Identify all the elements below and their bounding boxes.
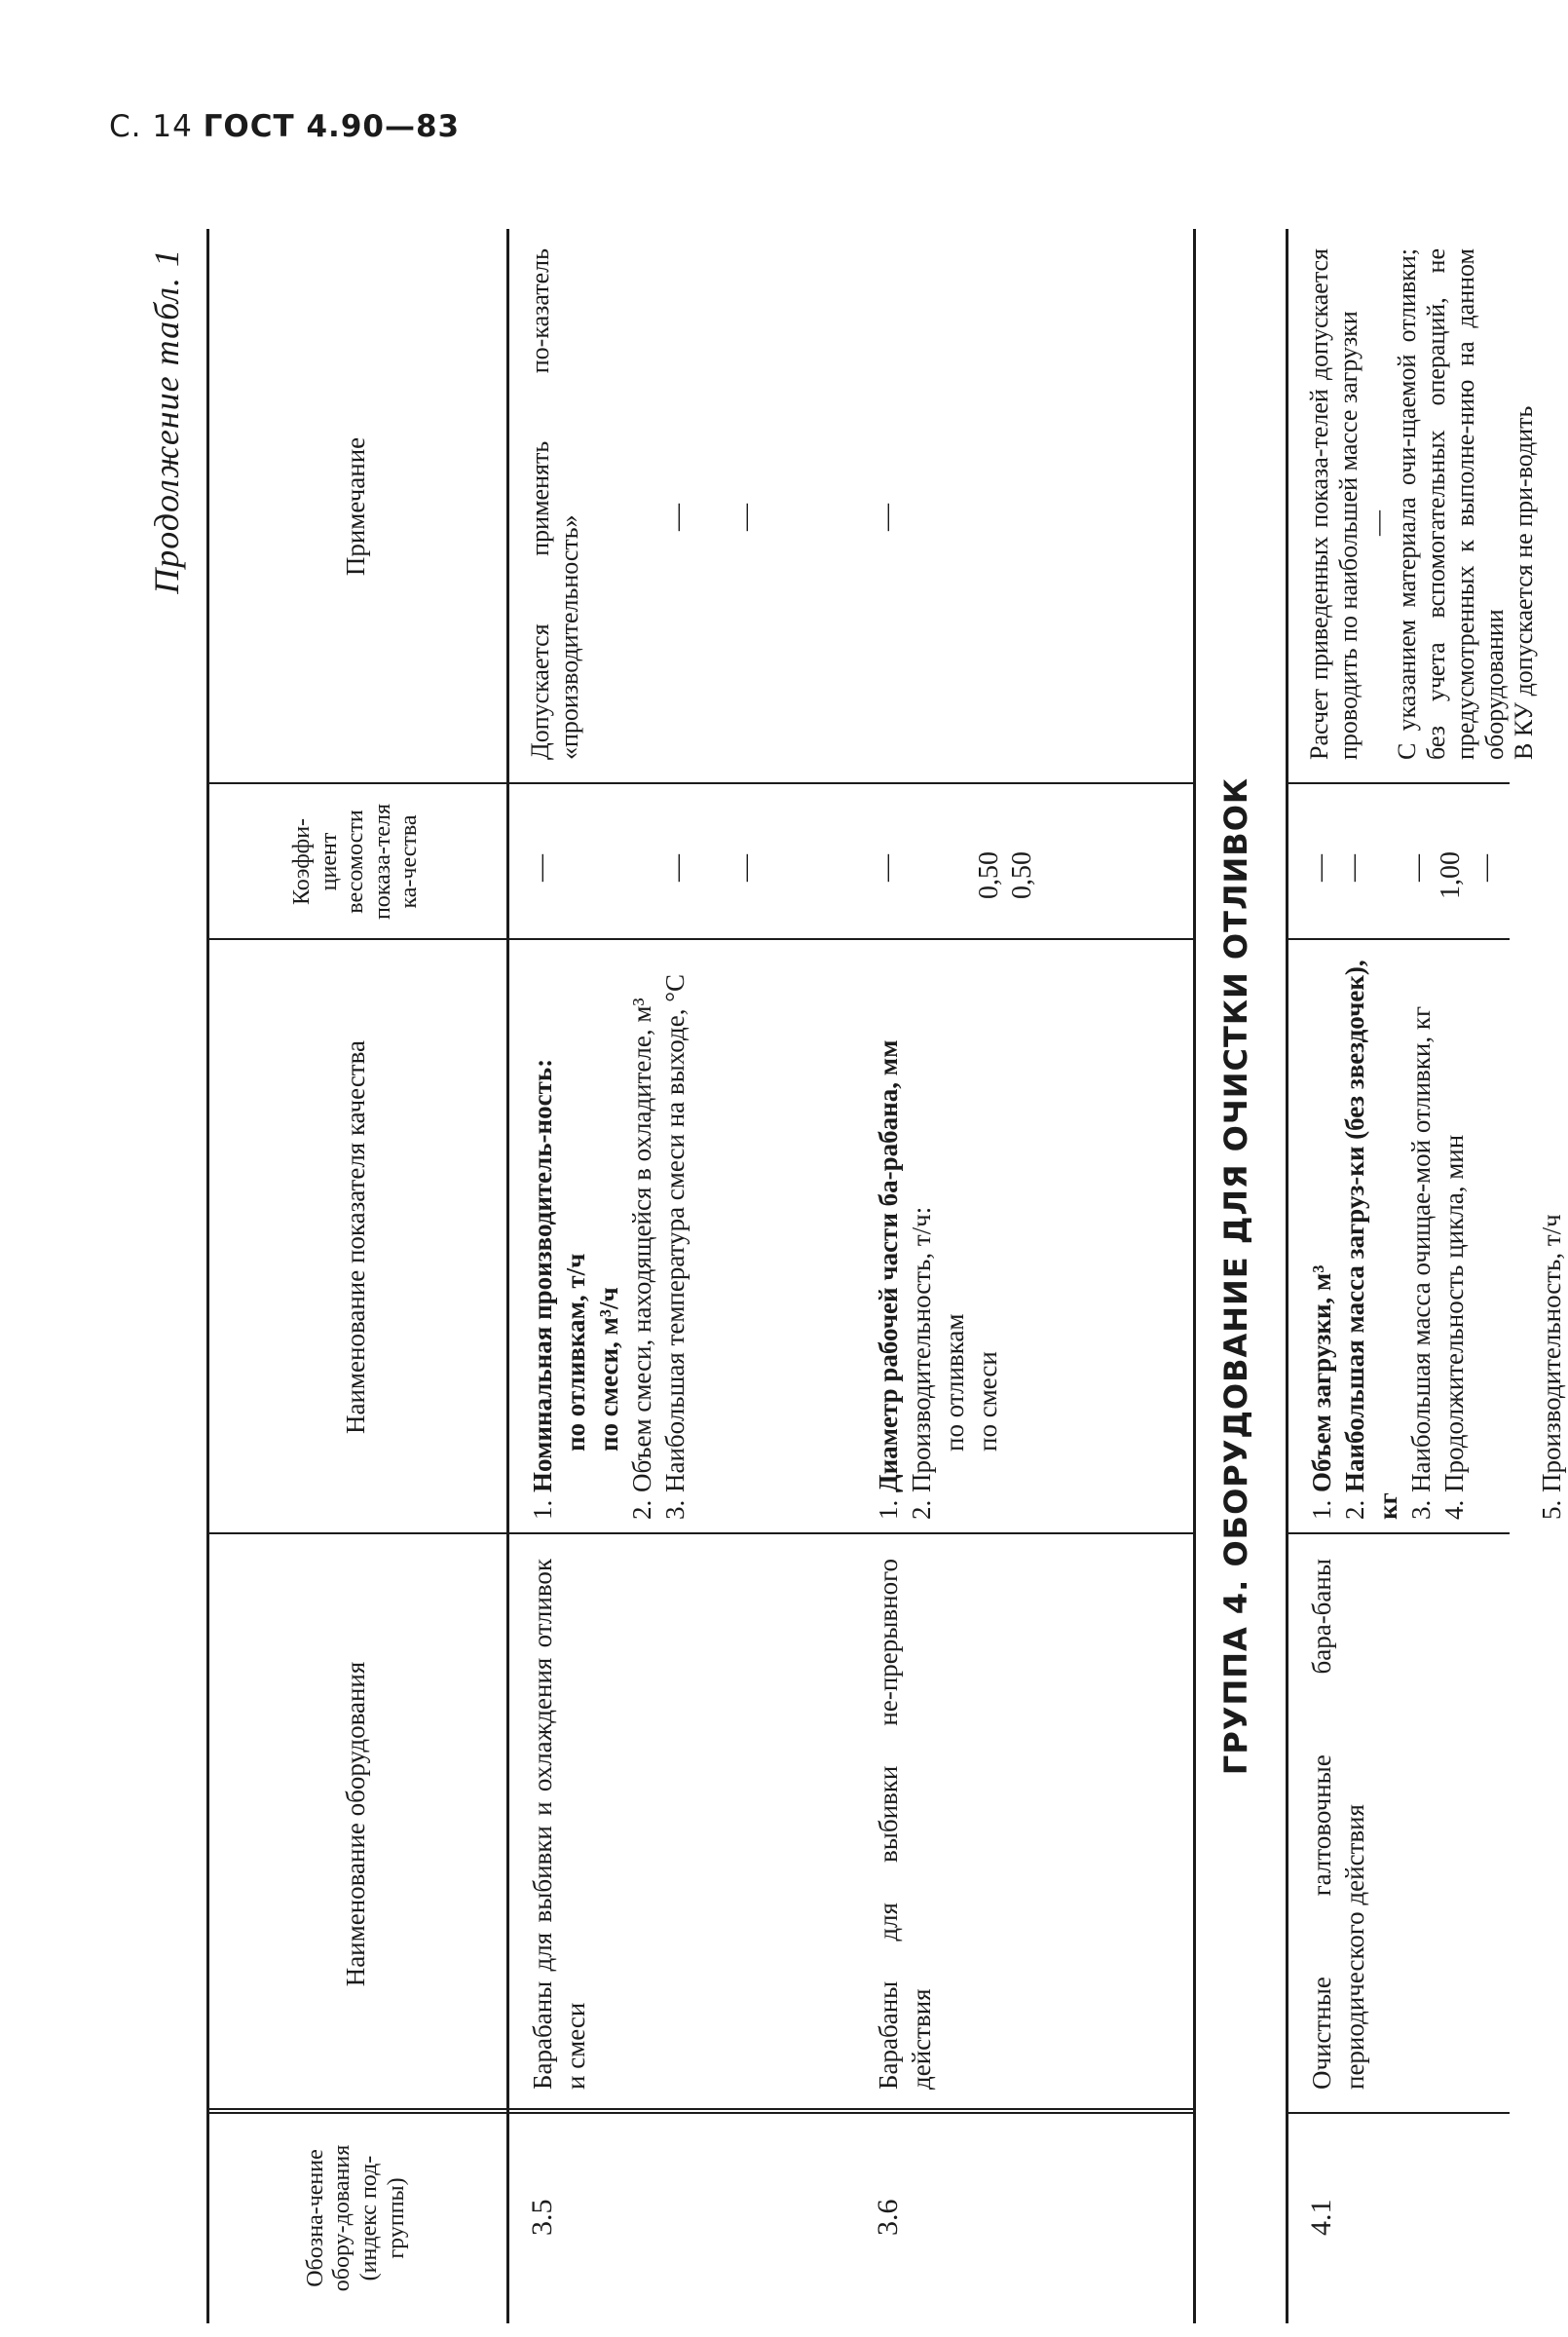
coefficient-value: — [1338,854,1368,882]
coefficient-value: 0,50 [1007,851,1037,899]
page-header [109,109,460,144]
indicator-item: 1.Диаметр рабочей части ба-рабана, мм [874,1039,903,1520]
coefficient-value: — [872,854,902,882]
indicator-item: 3.Наибольшая масса очищае-мой отливки, кг [1406,1005,1436,1520]
coefficient-value: 0,50 [974,851,1004,899]
indicator-item: 5.Производительность, т/ч [1537,1214,1566,1520]
note-text: Расчет приведенных показа-телей допускается проводить по наибольшей массе загрузки [1305,248,1363,760]
g4-col-rule-2 [1286,1532,1510,1534]
note-text: Допускается применять по-казатель «производительность» [526,248,583,760]
indicator-item: 1.Номинальная производитель-ность: [528,1058,557,1520]
indicator-item: 2.Наибольшая масса загруз-ки (без звездочек), кг [1340,960,1402,1520]
indicator-item: 2.Производительность, т/ч: [907,1206,936,1520]
coefficient-value: 1,00 [1436,851,1466,899]
indicator-item: по отливкам, т/ч [561,1253,590,1451]
header-coefficient: Коэффи-циент весомости показа-теля ка-чества [289,803,423,921]
indicator-item: по смеси, м³/ч [594,1287,623,1451]
header-indicator: Наименование показателя качества [341,1040,371,1434]
note-dash: — [662,504,692,531]
indicator-list [1305,955,1568,1520]
group-bottom-rule [1286,229,1288,2323]
coefficient-value: — [1471,854,1501,882]
note-text: В КУ допускается не при-водить [1510,405,1538,760]
indicator-list [526,955,691,1520]
g4-col-rule-1 [1286,2112,1510,2114]
row-code: 3.5 [526,2199,558,2236]
table-caption: Продолжение табл. 1 [147,248,186,594]
rotated-table [146,229,1566,2323]
indicator-item: 2.Объем смеси, находящейся в охладителе, м³ [627,998,656,1520]
row-code: 3.6 [872,2199,904,2236]
note-text: С указанием материала очи-щаемой отливки; без учета вспомогательных операций, не предусмотренных к выполне-нию на данном оборудовании [1393,248,1509,760]
note-list [1305,248,1539,760]
coefficient-value: — [730,854,761,882]
coefficient-value: — [526,854,556,882]
col-rule-3 [206,938,1193,940]
g4-col-rule-4 [1286,782,1510,784]
page-number: С. 14 [109,109,193,144]
coefficient-value: — [662,854,692,882]
table-header-rule [506,229,509,2323]
note-dash: — [1363,510,1392,536]
col-rule-2 [206,1532,1193,1534]
group-top-rule [1193,229,1196,2323]
table-top-rule [206,229,209,2323]
coefficient-value: — [1305,854,1335,882]
group-title: ГРУППА 4. ОБОРУДОВАНИЕ ДЛЯ ОЧИСТКИ ОТЛИВОК [1217,776,1254,1776]
header-note: Примечание [341,436,371,577]
note-dash: — [872,504,902,531]
standard-number: ГОСТ 4.90—83 [203,109,461,144]
col-rule-1 [206,2108,1193,2114]
indicator-list [872,955,1004,1520]
indicator-item: по смеси [973,1351,1002,1451]
indicator-item: 4.Продолжительность цикла, мин [1439,1134,1469,1520]
indicator-item: 1.Объем загрузки, м³ [1307,1264,1336,1520]
equipment-name: Барабаны для выбивки и охлаждения отливок и смеси [528,1559,590,2090]
indicator-item: по отливкам [940,1313,969,1451]
equipment-name: Очистные галтовочные бара-баны периодического действия [1307,1559,1369,2090]
header-equipment: Наименование оборудования [341,1661,371,1987]
row-code: 4.1 [1305,2199,1337,2236]
indicator-item: 3.Наибольшая температура смеси на выходе, °С [660,973,690,1520]
note-dash: — [730,504,761,531]
col-rule-4 [206,782,1193,784]
coefficient-value: — [1402,854,1433,882]
header-code: Обозна-чение обору-дования (индекс под-группы) [302,2144,409,2292]
g4-col-rule-3 [1286,938,1510,940]
equipment-name: Барабаны для выбивки не-прерывного действия [874,1559,936,2090]
